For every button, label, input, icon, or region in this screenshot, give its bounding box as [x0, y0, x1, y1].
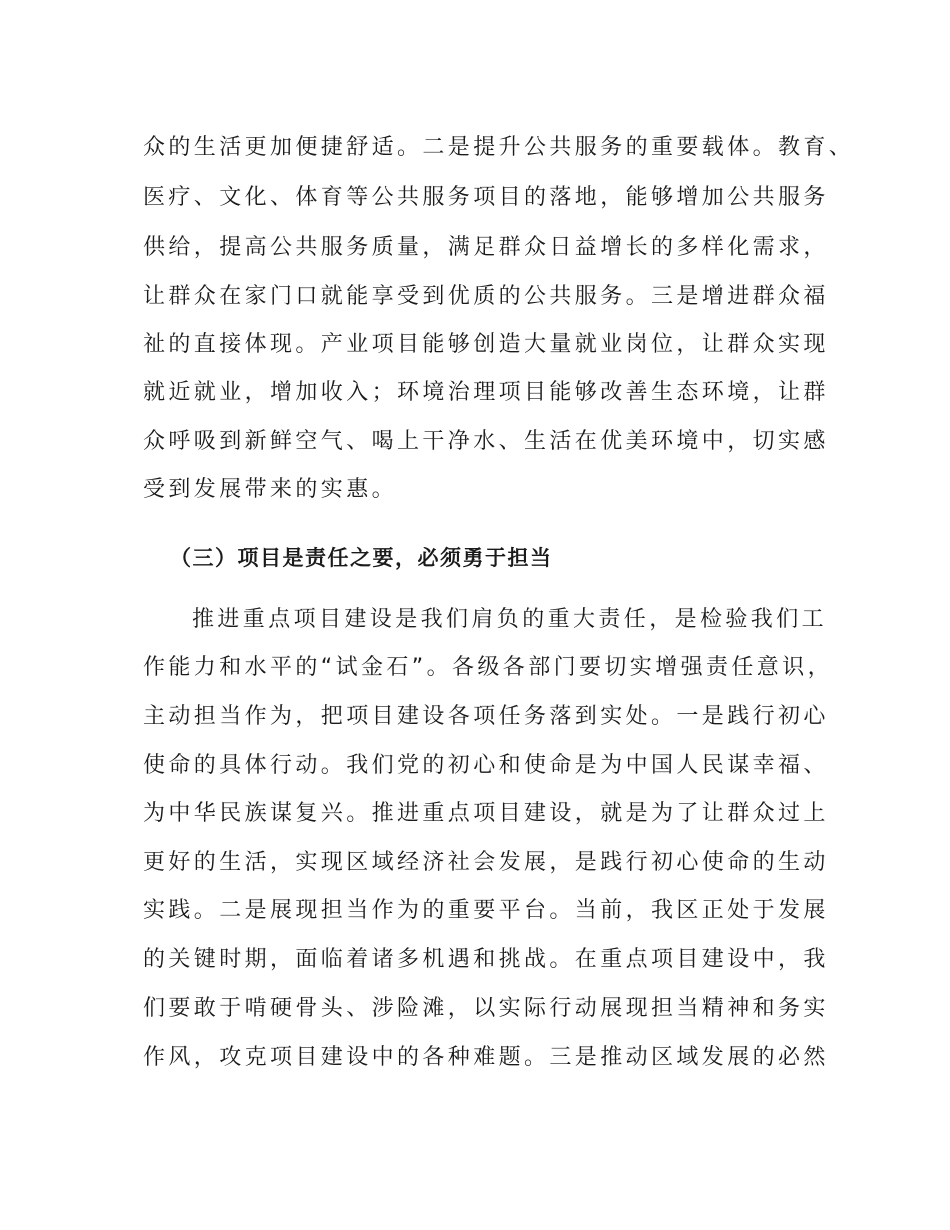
text-line: 作能力和水平的“试金石”。各级各部门要切实增强责任意识，: [143, 655, 833, 680]
text-line: 的关键时期，面临着诸多机遇和挑战。在重点项目建设中，我: [143, 947, 829, 972]
text-line: 受到发展带来的实惠。: [143, 477, 398, 502]
text-line: 为中华民族谋复兴。推进重点项目建设，就是为了让群众过上: [143, 801, 829, 826]
text-line: 作风，攻克项目建设中的各种难题。三是推动区域发展的必然: [143, 1045, 829, 1070]
text-line: 们要敢于啃硬骨头、涉险滩，以实际行动展现担当精神和务实: [143, 996, 829, 1021]
text-line: 推进重点项目建设是我们肩负的重大责任，是检验我们工: [192, 607, 828, 632]
text-line: 医疗、文化、体育等公共服务项目的落地，能够增加公共服务: [143, 185, 829, 210]
text-line: 让群众在家门口就能享受到优质的公共服务。三是增进群众福: [143, 284, 829, 309]
section-heading: （三）项目是责任之要，必须勇于担当: [170, 546, 553, 570]
text-line: 就近就业，增加收入；环境治理项目能够改善生态环境，让群: [143, 380, 829, 405]
text-line: 祉的直接体现。产业项目能够创造大量就业岗位，让群众实现: [143, 332, 829, 357]
text-line: 供给，提高公共服务质量，满足群众日益增长的多样化需求，: [143, 235, 829, 260]
text-line: 主动担当作为，把项目建设各项任务落到实处。一是践行初心: [143, 704, 829, 729]
text-line: 众呼吸到新鲜空气、喝上干净水、生活在优美环境中，切实感: [143, 429, 829, 454]
text-line: 实践。二是展现担当作为的重要平台。当前，我区正处于发展: [143, 898, 829, 923]
text-line: 使命的具体行动。我们党的初心和使命是为中国人民谋幸福、: [143, 753, 829, 778]
text-line: 更好的生活，实现区域经济社会发展，是践行初心使命的生动: [143, 850, 829, 875]
text-line: 众的生活更加便捷舒适。二是提升公共服务的重要载体。教育、: [143, 135, 855, 160]
